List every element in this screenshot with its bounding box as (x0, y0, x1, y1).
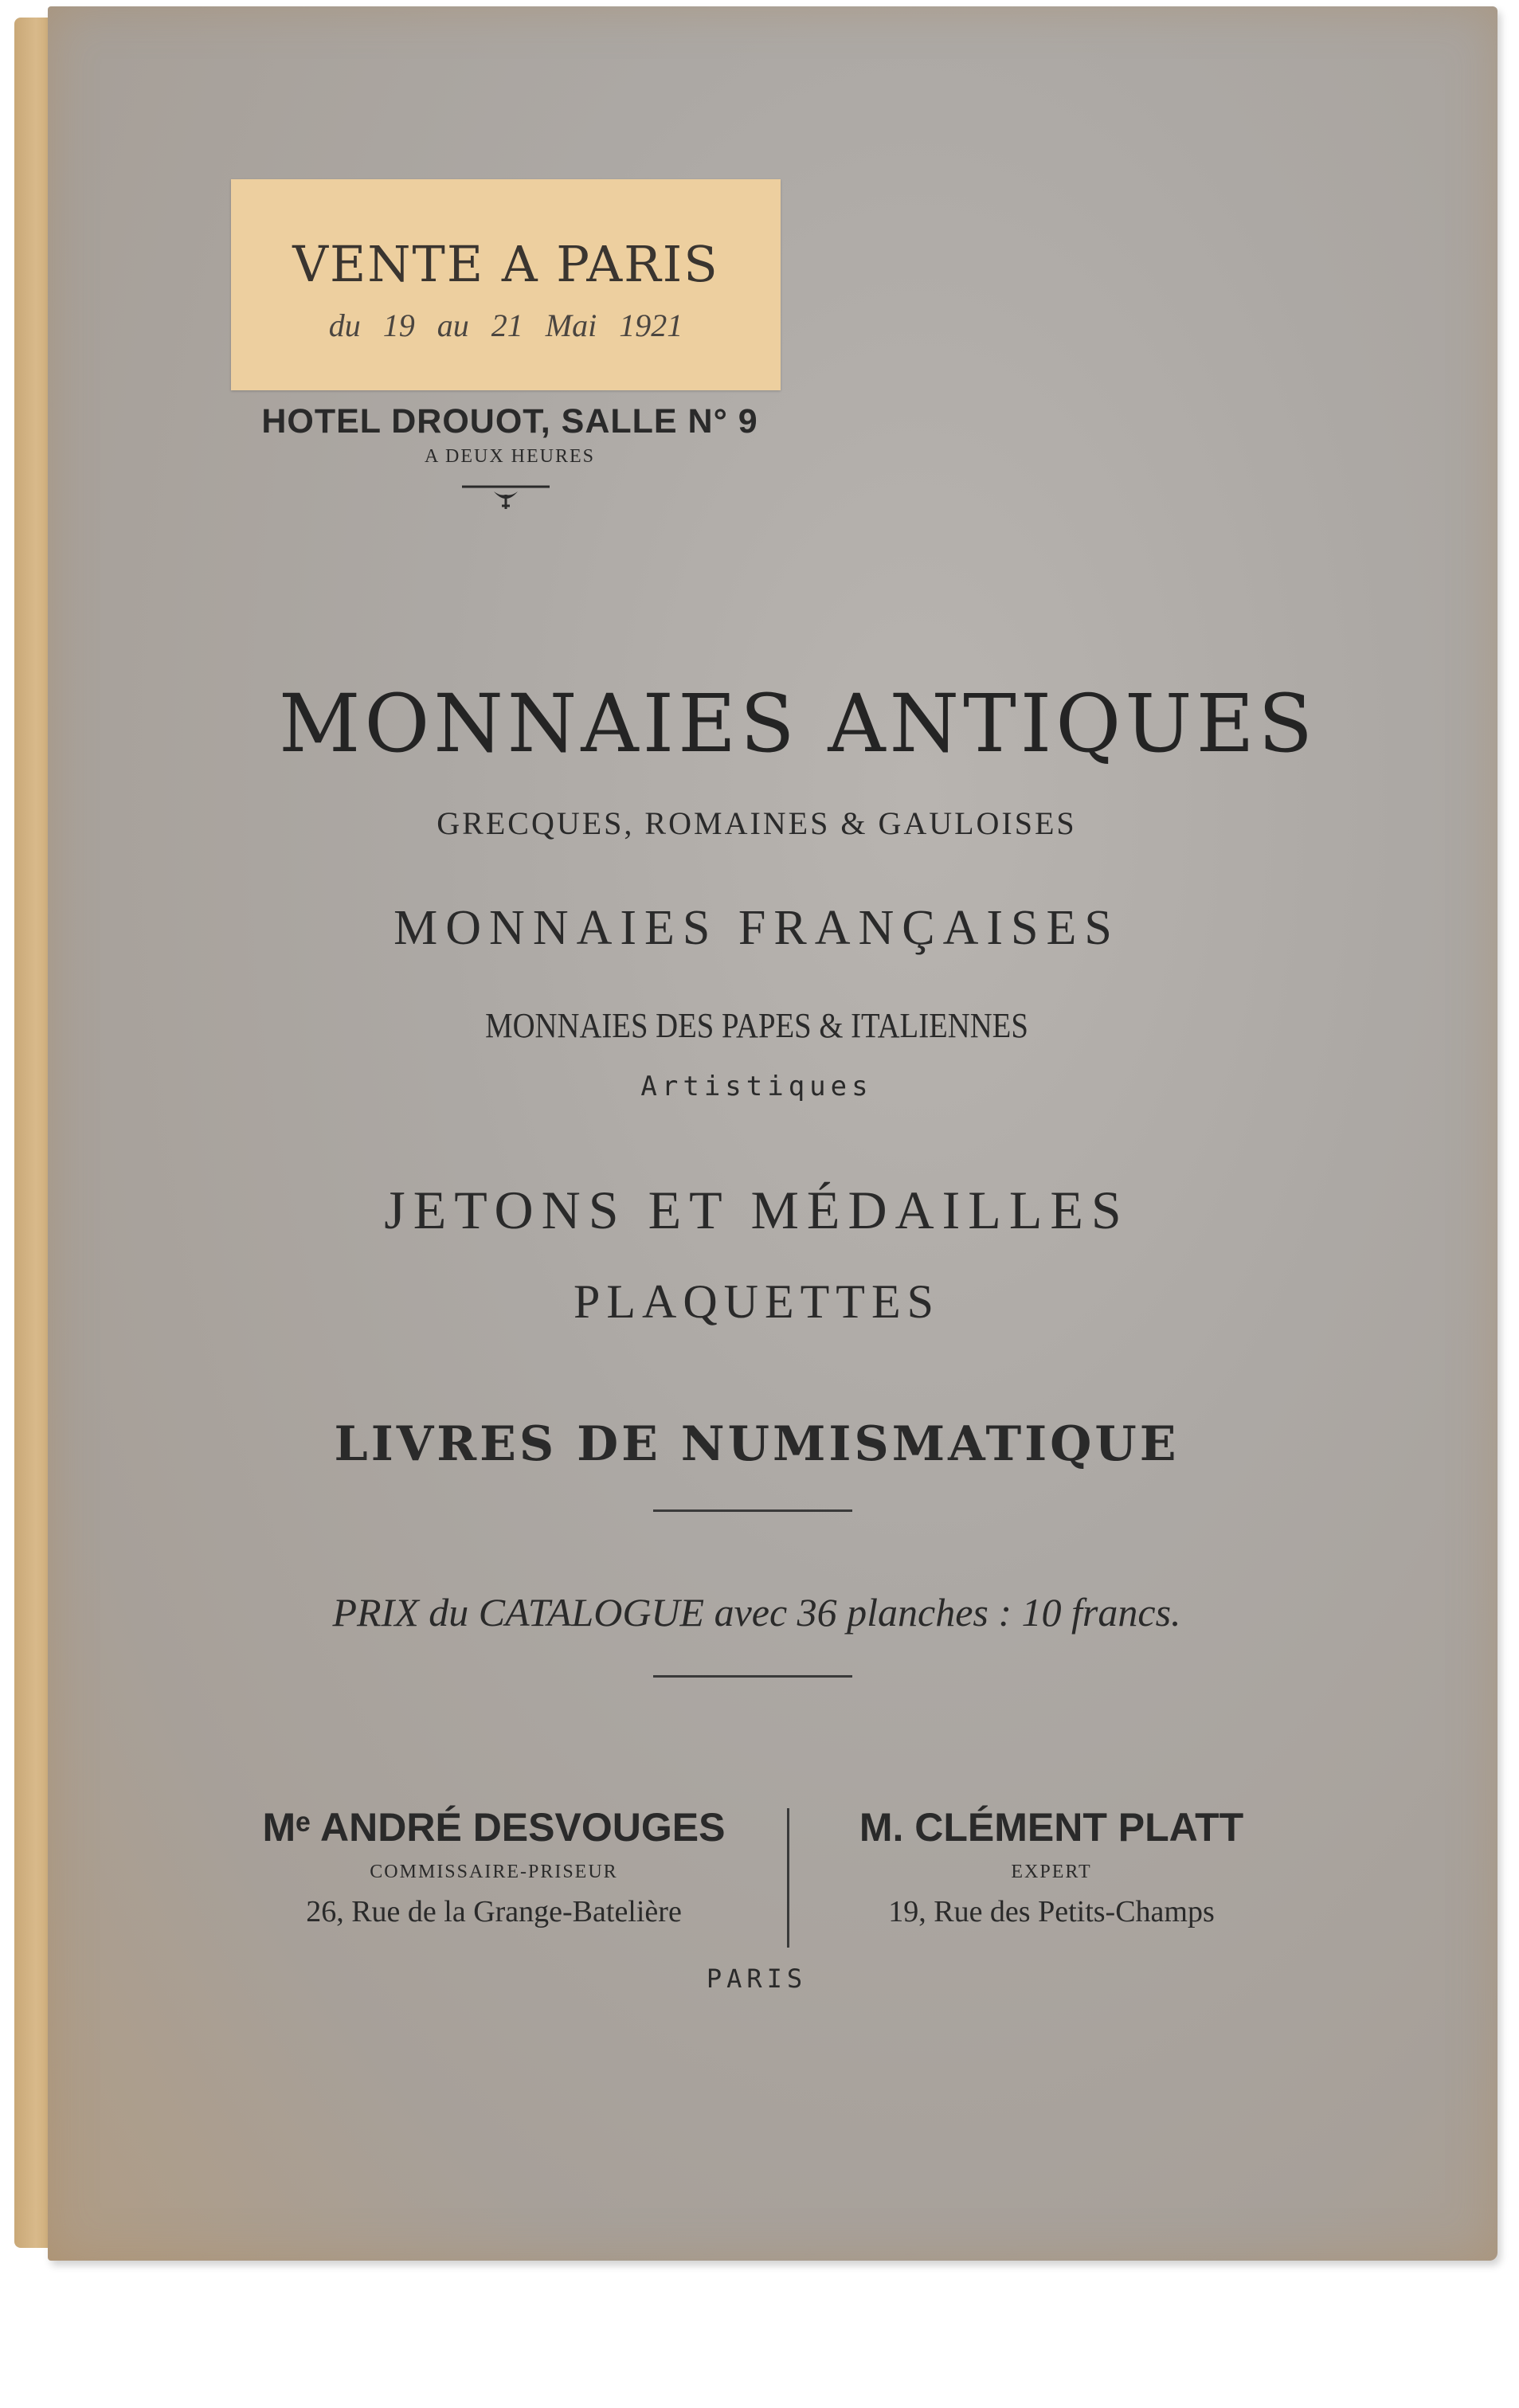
sale-label (231, 179, 781, 390)
auctioneer-role: COMMISSAIRE-PRISEUR (370, 1862, 618, 1882)
address-divider (787, 1808, 789, 1948)
heading-jetons-medailles: JETONS ET MÉDAILLES (384, 1180, 1129, 1240)
heading-monnaies-antiques: MONNAIES ANTIQUES (279, 677, 1317, 770)
subheading-artistiques: Artistiques (640, 1071, 873, 1102)
auctioneer-name: Mᵉ ANDRÉ DESVOUGES (262, 1805, 726, 1850)
catalogue-price: PRIX du CATALOGUE avec 36 planches : 10 francs. (332, 1590, 1181, 1635)
subheading-papes: MONNAIES DES PAPES & ITALIENNES (485, 1006, 1028, 1045)
expert-block (805, 1804, 1298, 1929)
venue-name: HOTEL DROUOT, SALLE N° 9 (261, 402, 758, 440)
auctioneer-block (215, 1804, 773, 1929)
heading-plaquettes: PLAQUETTES (574, 1275, 940, 1328)
auctioneer-address: 26, Rue de la Grange-Batelière (306, 1895, 682, 1928)
heading-livres-numismatique: LIVRES DE NUMISMATIQUE (334, 1416, 1180, 1472)
fleuron-ornament-icon (462, 482, 550, 514)
subheading-grecques: GRECQUES, ROMAINES & GAULOISES (437, 805, 1077, 841)
venue-time: A DEUX HEURES (424, 446, 595, 467)
sale-label-title: VENTE A PARIS (292, 235, 719, 293)
divider-rule-bottom (653, 1675, 852, 1678)
expert-name: M. CLÉMENT PLATT (859, 1805, 1244, 1850)
sale-label-dates: du 19 au 21 Mai 1921 (328, 307, 683, 343)
expert-role: EXPERT (1011, 1862, 1092, 1882)
divider-rule-top (653, 1509, 852, 1512)
heading-monnaies-francaises: MONNAIES FRANÇAISES (393, 901, 1120, 955)
expert-address: 19, Rue des Petits-Champs (888, 1895, 1215, 1928)
city-name: PARIS (706, 1964, 808, 1994)
